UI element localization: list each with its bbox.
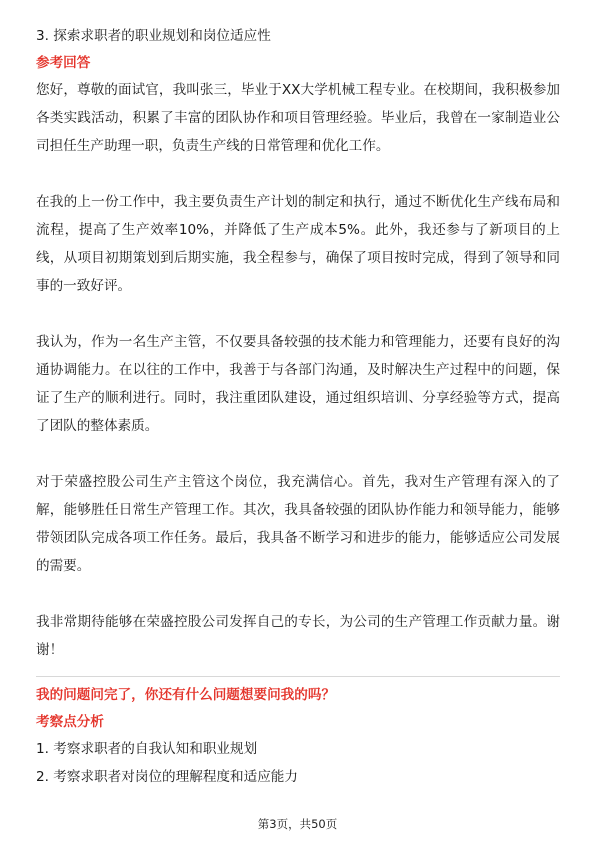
paragraph-gap [36, 160, 560, 188]
paragraph-gap [36, 440, 560, 468]
section-divider [36, 676, 560, 677]
answer-heading: 参考回答 [36, 55, 91, 71]
answer-paragraph-4: 对于荣盛控股公司生产主管这个岗位，我充满信心。首先，我对生产管理有深入的了解，能够胜任日常生产管理工作。其次，我具备较强的团队协作能力和领导能力，能够带领团队完成各项工作任务。最后，我具备不断学习和进步的能力，能够适应公司发展的需要。 [36, 474, 560, 574]
analysis-item-2: 2. 考察求职者对岗位的理解程度和适应能力 [36, 769, 298, 785]
answer-paragraph-2: 在我的上一份工作中，我主要负责生产计划的制定和执行，通过不断优化生产线布局和流程，提高了生产效率10%，并降低了生产成本5%。此外，我还参与了新项目的上线，从项目初期策划到后期实施，我全程参与，确保了项目按时完成，得到了领导和同事的一致好评。 [36, 194, 560, 294]
answer-paragraph-1: 您好，尊敬的面试官，我叫张三，毕业于XX大学机械工程专业。在校期间，我积极参加各类实践活动，积累了丰富的团队协作和项目管理经验。毕业后，我曾在一家制造业公司担任生产助理一职，负责生产线的日常管理和优化工作。 [36, 82, 560, 154]
paragraph-gap [36, 580, 560, 608]
page-footer: 第3页，共50页 [257, 817, 338, 831]
analysis-heading: 考察点分析 [36, 714, 104, 730]
document-page [36, 22, 560, 791]
answer-paragraph-5: 我非常期待能够在荣盛控股公司发挥自己的专长，为公司的生产管理工作贡献力量。谢谢！ [36, 614, 560, 658]
analysis-item-1: 1. 考察求职者的自我认知和职业规划 [36, 741, 258, 757]
question-title: 3. 探索求职者的职业规划和岗位适应性 [36, 28, 271, 44]
next-question-title: 我的问题问完了，你还有什么问题想要问我的吗？ [36, 687, 336, 703]
paragraph-gap [36, 300, 560, 328]
answer-paragraph-3: 我认为，作为一名生产主管，不仅要具备较强的技术能力和管理能力，还要有良好的沟通协调能力。在以往的工作中，我善于与各部门沟通，及时解决生产过程中的问题，保证了生产的顺利进行。同时，我注重团队建设，通过组织培训、分享经验等方式，提高了团队的整体素质。 [36, 334, 560, 434]
